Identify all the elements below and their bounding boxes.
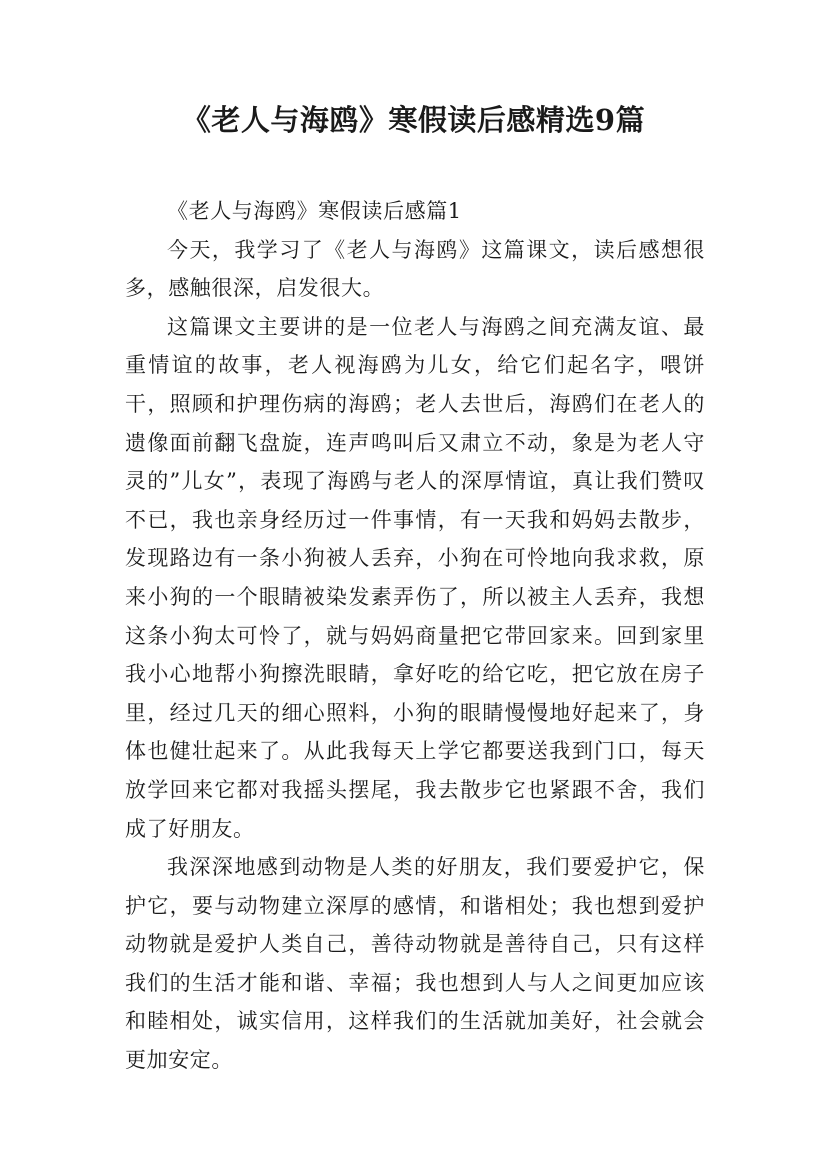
document-body: [125, 192, 705, 1080]
paragraph: 这篇课文主要讲的是一位老人与海鸥之间充满友谊、最重情谊的故事，老人视海鸥为儿女，给它们起名字，喂饼干，照顾和护理伤病的海鸥；老人去世后，海鸥们在老人的遗像面前翻飞盘旋，连声鸣叫后又肃立不动，象是为老人守灵的”儿女”，表现了海鸥与老人的深厚情谊，真让我们赞叹不已，我也亲身经历过一件事情，有一天我和妈妈去散步，发现路边有一条小狗被人丢弃，小狗在可怜地向我求救，原来小狗的一个眼睛被染发素弄伤了，所以被主人丢弃，我想这条小狗太可怜了，就与妈妈商量把它带回家来。回到家里我小心地帮小狗擦洗眼睛，拿好吃的给它吃，把它放在房子里，经过几天的细心照料，小狗的眼睛慢慢地好起来了，身体也健壮起来了。从此我每天上学它都要送我到门口，每天放学回来它都对我摇头摆尾，我去散步它也紧跟不舍，我们成了好朋友。: [125, 314, 705, 841]
paragraph: 今天，我学习了《老人与海鸥》这篇课文，读后感想很多，感触很深，启发很大。: [125, 237, 705, 301]
section-heading: 《老人与海鸥》寒假读后感篇1: [167, 199, 462, 223]
document-title: 《老人与海鸥》寒假读后感精选9篇: [181, 103, 646, 137]
paragraph: 我深深地感到动物是人类的好朋友，我们要爱护它，保护它，要与动物建立深厚的感情，和谐相处；我也想到爱护动物就是爱护人类自己，善待动物就是善待自己，只有这样我们的生活才能和谐、幸福；我也想到人与人之间更加应该和睦相处，诚实信用，这样我们的生活就加美好，社会就会更加安定。: [125, 855, 705, 1073]
